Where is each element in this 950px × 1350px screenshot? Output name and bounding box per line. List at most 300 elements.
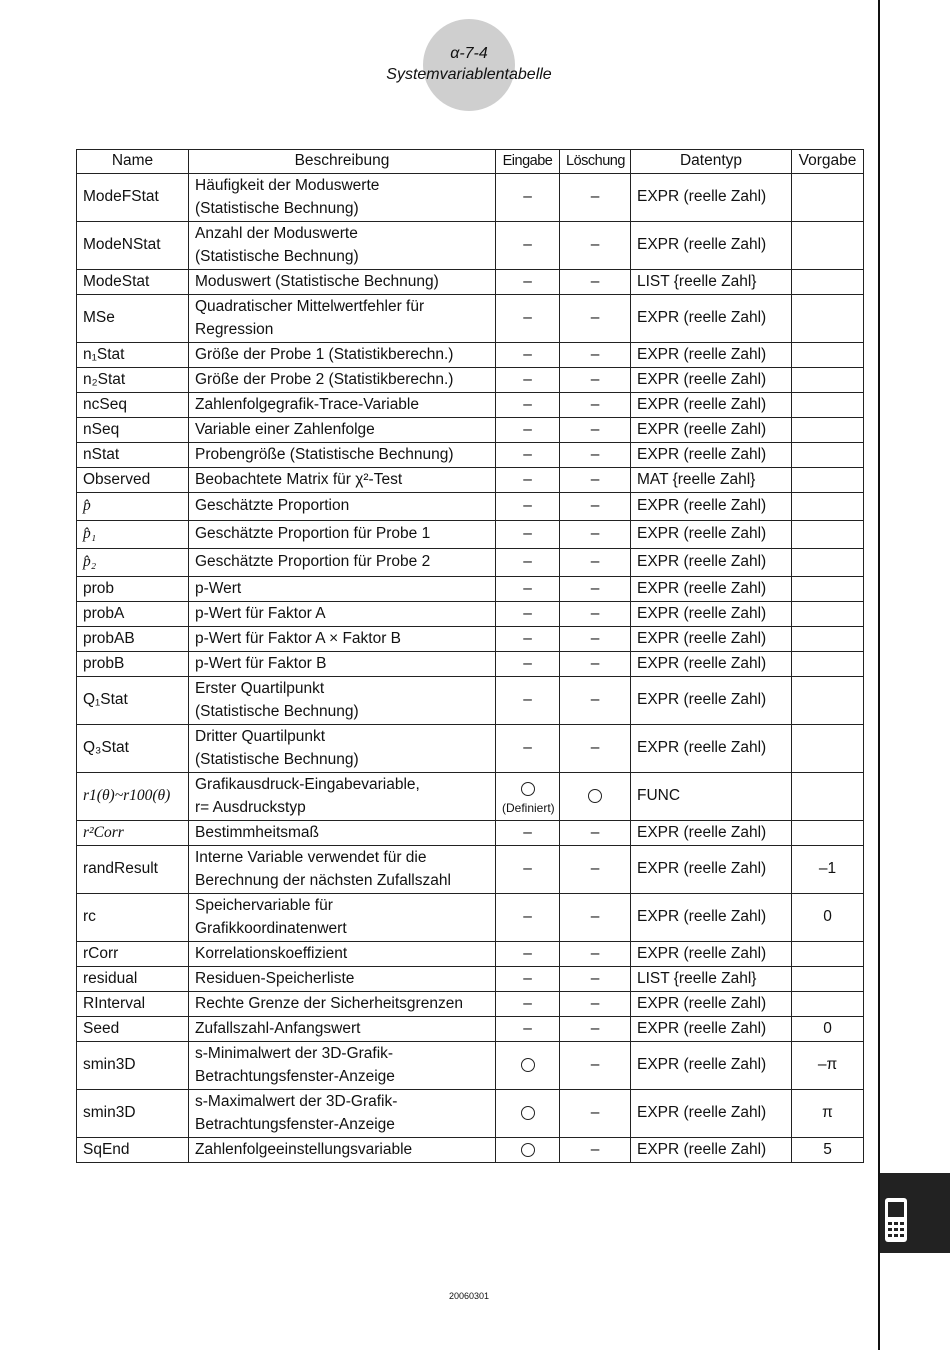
- table-row: [77, 992, 864, 1017]
- description-line: Erster Quartilpunkt: [195, 680, 325, 697]
- table-row: [77, 894, 864, 942]
- input-flag: [496, 773, 560, 821]
- description-line: Größe der Probe 1 (Statistikberechn.): [195, 345, 454, 363]
- variable-name: randResult: [77, 846, 189, 894]
- data-type: EXPR (reelle Zahl): [631, 627, 792, 652]
- variable-description: [189, 992, 496, 1017]
- description-line: Berechnung der nächsten Zufallszahl: [195, 871, 451, 889]
- data-type: EXPR (reelle Zahl): [631, 992, 792, 1017]
- clear-flag-value: –: [590, 994, 600, 1012]
- clear-flag: [560, 677, 631, 725]
- input-flag: [496, 222, 560, 270]
- column-header: Datentyp: [631, 150, 792, 174]
- input-flag-value: –: [523, 525, 532, 543]
- data-type: EXPR (reelle Zahl): [631, 443, 792, 468]
- variable-description: [189, 677, 496, 725]
- variable-name: Observed: [77, 468, 189, 493]
- section-number: α-7-4: [450, 45, 488, 62]
- data-type: EXPR (reelle Zahl): [631, 846, 792, 894]
- table-row: [77, 295, 864, 343]
- input-flag-value: –: [523, 395, 532, 413]
- clear-flag: [560, 493, 631, 521]
- default-value: 0: [792, 1017, 864, 1042]
- variable-description: [189, 725, 496, 773]
- variable-name: p̂₁: [77, 521, 189, 549]
- default-value: [792, 821, 864, 846]
- print-code: 20060301: [448, 1291, 490, 1301]
- variable-name: probB: [77, 652, 189, 677]
- description-line: p-Wert für Faktor A × Faktor B: [195, 629, 402, 647]
- variable-description: [189, 846, 496, 894]
- variable-name: r1(θ)~r100(θ): [77, 773, 189, 821]
- variable-name: Seed: [77, 1017, 189, 1042]
- clear-flag: [560, 942, 631, 967]
- input-flag-value: –: [523, 969, 532, 987]
- variable-description: [189, 1138, 496, 1163]
- column-header: Beschreibung: [189, 150, 496, 174]
- clear-flag-value: –: [590, 654, 600, 672]
- clear-flag: [560, 821, 631, 846]
- clear-flag: [560, 368, 631, 393]
- data-type: EXPR (reelle Zahl): [631, 393, 792, 418]
- circle-icon: [521, 1058, 535, 1072]
- input-flag: [496, 627, 560, 652]
- table-row: [77, 1090, 864, 1138]
- table-row: [77, 725, 864, 773]
- clear-flag: [560, 222, 631, 270]
- description-line: Variable einer Zahlenfolge: [195, 420, 375, 438]
- clear-flag-value: –: [590, 272, 600, 290]
- table-row: [77, 549, 864, 577]
- table-row: [77, 1042, 864, 1090]
- variable-description: [189, 1042, 496, 1090]
- default-value: [792, 577, 864, 602]
- variable-description: [189, 270, 496, 295]
- variable-description: [189, 942, 496, 967]
- input-flag-value: –: [523, 823, 532, 841]
- input-flag-value: –: [523, 553, 532, 571]
- clear-flag: [560, 602, 631, 627]
- table-header-row: [77, 150, 864, 174]
- input-flag: [496, 725, 560, 773]
- data-type: EXPR (reelle Zahl): [631, 602, 792, 627]
- clear-flag-value: –: [590, 470, 600, 488]
- table-row: [77, 942, 864, 967]
- input-flag: [496, 295, 560, 343]
- input-flag: [496, 1090, 560, 1138]
- clear-flag-value: –: [590, 236, 600, 254]
- variable-name: ModeStat: [77, 270, 189, 295]
- circle-icon: [521, 782, 535, 796]
- data-type: EXPR (reelle Zahl): [631, 493, 792, 521]
- variable-description: [189, 773, 496, 821]
- default-value: [792, 443, 864, 468]
- input-flag: [496, 270, 560, 295]
- variable-description: [189, 1090, 496, 1138]
- calculator-icon: [884, 1197, 908, 1243]
- variable-name: Q₁Stat: [77, 677, 189, 725]
- variable-name: nSeq: [77, 418, 189, 443]
- description-line: (Statistische Bechnung): [195, 199, 359, 217]
- description-line: p-Wert: [195, 579, 242, 597]
- data-type: EXPR (reelle Zahl): [631, 652, 792, 677]
- input-flag-value: –: [523, 860, 532, 878]
- table-row: [77, 443, 864, 468]
- data-type: EXPR (reelle Zahl): [631, 222, 792, 270]
- data-type: EXPR (reelle Zahl): [631, 1017, 792, 1042]
- input-flag: [496, 521, 560, 549]
- input-flag: [496, 967, 560, 992]
- input-flag-value: –: [523, 654, 532, 672]
- clear-flag: [560, 295, 631, 343]
- clear-flag-value: –: [590, 1056, 600, 1074]
- input-flag: [496, 1042, 560, 1090]
- variable-description: [189, 894, 496, 942]
- default-value: [792, 270, 864, 295]
- table-row: [77, 652, 864, 677]
- default-value: [792, 295, 864, 343]
- variable-name: probAB: [77, 627, 189, 652]
- clear-flag-value: –: [590, 629, 600, 647]
- description-line: r= Ausdruckstyp: [195, 798, 306, 816]
- data-type: LIST {reelle Zahl}: [631, 967, 792, 992]
- data-type: EXPR (reelle Zahl): [631, 942, 792, 967]
- default-value: [792, 418, 864, 443]
- description-line: Geschätzte Proportion für Probe 2: [195, 553, 431, 571]
- clear-flag-value: –: [590, 691, 600, 709]
- variable-name: n₁Stat: [77, 343, 189, 368]
- description-line: Häufigkeit der Moduswerte: [195, 177, 380, 194]
- default-value: 0: [792, 894, 864, 942]
- input-flag: [496, 1017, 560, 1042]
- page-title: Systemvariablentabelle: [386, 66, 552, 83]
- data-type: FUNC: [631, 773, 792, 821]
- clear-flag-value: –: [590, 823, 600, 841]
- input-flag: [496, 652, 560, 677]
- input-flag-value: –: [523, 944, 532, 962]
- column-header: Löschung: [560, 150, 631, 174]
- clear-flag: [560, 343, 631, 368]
- table-row: [77, 1138, 864, 1163]
- input-flag-value: –: [523, 370, 532, 388]
- clear-flag: [560, 270, 631, 295]
- variable-name: rc: [77, 894, 189, 942]
- clear-flag: [560, 549, 631, 577]
- clear-flag-value: –: [590, 604, 600, 622]
- variable-description: [189, 627, 496, 652]
- description-line: Zahlenfolgeeinstellungsvariable: [195, 1140, 413, 1158]
- table-row: [77, 468, 864, 493]
- default-value: [792, 773, 864, 821]
- data-type: EXPR (reelle Zahl): [631, 821, 792, 846]
- description-line: Speichervariable für: [195, 897, 333, 914]
- description-line: Moduswert (Statistische Bechnung): [195, 272, 439, 290]
- input-flag: [496, 443, 560, 468]
- table-row: [77, 967, 864, 992]
- variable-name: n₂Stat: [77, 368, 189, 393]
- clear-flag-value: –: [590, 908, 600, 926]
- input-flag: [496, 602, 560, 627]
- description-line: s-Minimalwert der 3D-Grafik-: [195, 1045, 394, 1062]
- data-type: EXPR (reelle Zahl): [631, 343, 792, 368]
- variable-name: RInterval: [77, 992, 189, 1017]
- input-flag-value: –: [523, 629, 532, 647]
- input-flag-value: –: [523, 1019, 532, 1037]
- default-value: [792, 627, 864, 652]
- clear-flag-value: –: [590, 739, 600, 757]
- clear-flag-value: –: [590, 860, 600, 878]
- default-value: [792, 652, 864, 677]
- clear-flag-value: –: [590, 497, 600, 515]
- variable-name: p̂₂: [77, 549, 189, 577]
- clear-flag: [560, 967, 631, 992]
- clear-flag: [560, 1042, 631, 1090]
- input-flag: [496, 821, 560, 846]
- default-value: [792, 368, 864, 393]
- table-row: [77, 343, 864, 368]
- data-type: EXPR (reelle Zahl): [631, 418, 792, 443]
- clear-flag-value: –: [590, 420, 600, 438]
- description-line: Betrachtungsfenster-Anzeige: [195, 1067, 395, 1085]
- input-flag-value: –: [523, 908, 532, 926]
- margin-rule: [878, 0, 880, 1350]
- table-row: [77, 418, 864, 443]
- description-line: Dritter Quartilpunkt: [195, 728, 326, 745]
- clear-flag: [560, 725, 631, 773]
- variable-name: prob: [77, 577, 189, 602]
- table-row: [77, 222, 864, 270]
- description-line: Beobachtete Matrix für χ²-Test: [195, 470, 403, 488]
- table-row: [77, 270, 864, 295]
- variable-name: residual: [77, 967, 189, 992]
- description-line: p-Wert für Faktor B: [195, 654, 327, 672]
- clear-flag: [560, 846, 631, 894]
- default-value: [792, 174, 864, 222]
- input-flag: [496, 1138, 560, 1163]
- input-flag: [496, 174, 560, 222]
- default-value: [792, 343, 864, 368]
- variable-description: [189, 222, 496, 270]
- variable-description: [189, 967, 496, 992]
- variable-name: MSe: [77, 295, 189, 343]
- input-flag: [496, 894, 560, 942]
- clear-flag-value: –: [590, 944, 600, 962]
- column-header: Name: [77, 150, 189, 174]
- default-value: [792, 992, 864, 1017]
- description-line: Größe der Probe 2 (Statistikberechn.): [195, 370, 454, 388]
- clear-flag: [560, 468, 631, 493]
- variable-description: [189, 577, 496, 602]
- clear-flag: [560, 577, 631, 602]
- column-header: Eingabe: [496, 150, 560, 174]
- system-variable-table: [76, 149, 864, 1163]
- input-flag-value: –: [523, 470, 532, 488]
- description-line: (Statistische Bechnung): [195, 702, 359, 720]
- variable-description: [189, 295, 496, 343]
- variable-description: [189, 1017, 496, 1042]
- description-line: (Statistische Bechnung): [195, 750, 359, 768]
- input-flag-value: –: [523, 188, 532, 206]
- default-value: [792, 677, 864, 725]
- variable-name: p̂: [77, 493, 189, 521]
- variable-description: [189, 468, 496, 493]
- clear-flag-value: –: [590, 969, 600, 987]
- data-type: EXPR (reelle Zahl): [631, 1138, 792, 1163]
- clear-flag: [560, 443, 631, 468]
- table-row: [77, 174, 864, 222]
- variable-description: [189, 443, 496, 468]
- input-flag-value: –: [523, 691, 532, 709]
- input-flag: [496, 677, 560, 725]
- circle-icon: [588, 789, 602, 803]
- clear-flag-value: –: [590, 525, 600, 543]
- clear-flag: [560, 652, 631, 677]
- description-line: Quadratischer Mittelwertfehler für: [195, 298, 425, 315]
- clear-flag-value: –: [590, 1140, 600, 1158]
- variable-description: [189, 602, 496, 627]
- input-flag-value: –: [523, 272, 532, 290]
- table-row: [77, 1017, 864, 1042]
- variable-description: [189, 343, 496, 368]
- table-row: [77, 846, 864, 894]
- data-type: EXPR (reelle Zahl): [631, 1090, 792, 1138]
- clear-flag-value: –: [590, 309, 600, 327]
- variable-description: [189, 368, 496, 393]
- table-row: [77, 627, 864, 652]
- input-flag-value: –: [523, 497, 532, 515]
- input-flag: [496, 368, 560, 393]
- description-line: p-Wert für Faktor A: [195, 604, 326, 622]
- description-line: Geschätzte Proportion für Probe 1: [195, 525, 431, 543]
- input-flag-value: –: [523, 420, 532, 438]
- table-row: [77, 602, 864, 627]
- input-flag: [496, 393, 560, 418]
- input-flag-value: –: [523, 345, 532, 363]
- input-flag-note: (Definiert): [502, 800, 555, 815]
- variable-name: ModeNStat: [77, 222, 189, 270]
- input-flag-value: –: [523, 579, 532, 597]
- clear-flag: [560, 393, 631, 418]
- description-line: Betrachtungsfenster-Anzeige: [195, 1115, 395, 1133]
- variable-name: smin3D: [77, 1090, 189, 1138]
- input-flag: [496, 343, 560, 368]
- clear-flag: [560, 521, 631, 549]
- description-line: Anzahl der Moduswerte: [195, 225, 358, 242]
- data-type: EXPR (reelle Zahl): [631, 295, 792, 343]
- column-header: Vorgabe: [792, 150, 864, 174]
- clear-flag: [560, 418, 631, 443]
- clear-flag-value: –: [590, 579, 600, 597]
- default-value: π: [792, 1090, 864, 1138]
- input-flag-value: –: [523, 445, 532, 463]
- data-type: EXPR (reelle Zahl): [631, 521, 792, 549]
- data-type: LIST {reelle Zahl}: [631, 270, 792, 295]
- table-row: [77, 521, 864, 549]
- variable-name: r²Corr: [77, 821, 189, 846]
- default-value: [792, 222, 864, 270]
- input-flag-value: –: [523, 309, 532, 327]
- description-line: (Statistische Bechnung): [195, 247, 359, 265]
- description-line: Interne Variable verwendet für die: [195, 849, 427, 866]
- clear-flag-value: –: [590, 370, 600, 388]
- input-flag: [496, 577, 560, 602]
- description-line: Rechte Grenze der Sicherheitsgrenzen: [195, 994, 463, 1012]
- input-flag: [496, 549, 560, 577]
- variable-name: nStat: [77, 443, 189, 468]
- description-line: Korrelationskoeffizient: [195, 944, 348, 962]
- table-row: [77, 493, 864, 521]
- data-type: EXPR (reelle Zahl): [631, 368, 792, 393]
- default-value: –π: [792, 1042, 864, 1090]
- description-line: Grafikkoordinatenwert: [195, 919, 347, 937]
- default-value: [792, 967, 864, 992]
- data-type: EXPR (reelle Zahl): [631, 894, 792, 942]
- data-type: MAT {reelle Zahl}: [631, 468, 792, 493]
- default-value: [792, 725, 864, 773]
- input-flag: [496, 846, 560, 894]
- clear-flag-value: –: [590, 188, 600, 206]
- circle-icon: [521, 1106, 535, 1120]
- variable-description: [189, 393, 496, 418]
- default-value: [792, 942, 864, 967]
- table-row: [77, 773, 864, 821]
- default-value: –1: [792, 846, 864, 894]
- description-line: Zufallszahl-Anfangswert: [195, 1019, 361, 1037]
- clear-flag-value: –: [590, 345, 600, 363]
- clear-flag: [560, 174, 631, 222]
- description-line: s-Maximalwert der 3D-Grafik-: [195, 1093, 398, 1110]
- variable-name: Q₃Stat: [77, 725, 189, 773]
- data-type: EXPR (reelle Zahl): [631, 1042, 792, 1090]
- table-row: [77, 393, 864, 418]
- table-row: [77, 368, 864, 393]
- variable-description: [189, 549, 496, 577]
- description-line: Probengröße (Statistische Bechnung): [195, 445, 454, 463]
- table-row: [77, 577, 864, 602]
- default-value: [792, 493, 864, 521]
- input-flag-value: –: [523, 739, 532, 757]
- input-flag: [496, 418, 560, 443]
- description-line: Regression: [195, 320, 274, 338]
- input-flag-value: –: [523, 994, 532, 1012]
- default-value: [792, 549, 864, 577]
- variable-description: [189, 652, 496, 677]
- variable-name: SqEnd: [77, 1138, 189, 1163]
- clear-flag-value: –: [590, 395, 600, 413]
- variable-name: rCorr: [77, 942, 189, 967]
- variable-name: probA: [77, 602, 189, 627]
- clear-flag: [560, 894, 631, 942]
- variable-name: smin3D: [77, 1042, 189, 1090]
- description-line: Zahlenfolgegrafik-Trace-Variable: [195, 395, 419, 413]
- table-row: [77, 821, 864, 846]
- default-value: [792, 602, 864, 627]
- input-flag: [496, 493, 560, 521]
- description-line: Geschätzte Proportion: [195, 497, 350, 515]
- clear-flag: [560, 773, 631, 821]
- input-flag-value: –: [523, 236, 532, 254]
- variable-description: [189, 493, 496, 521]
- circle-icon: [521, 1143, 535, 1157]
- variable-name: ModeFStat: [77, 174, 189, 222]
- default-value: [792, 521, 864, 549]
- default-value: 5: [792, 1138, 864, 1163]
- input-flag: [496, 992, 560, 1017]
- clear-flag: [560, 1090, 631, 1138]
- variable-description: [189, 821, 496, 846]
- default-value: [792, 393, 864, 418]
- clear-flag-value: –: [590, 1019, 600, 1037]
